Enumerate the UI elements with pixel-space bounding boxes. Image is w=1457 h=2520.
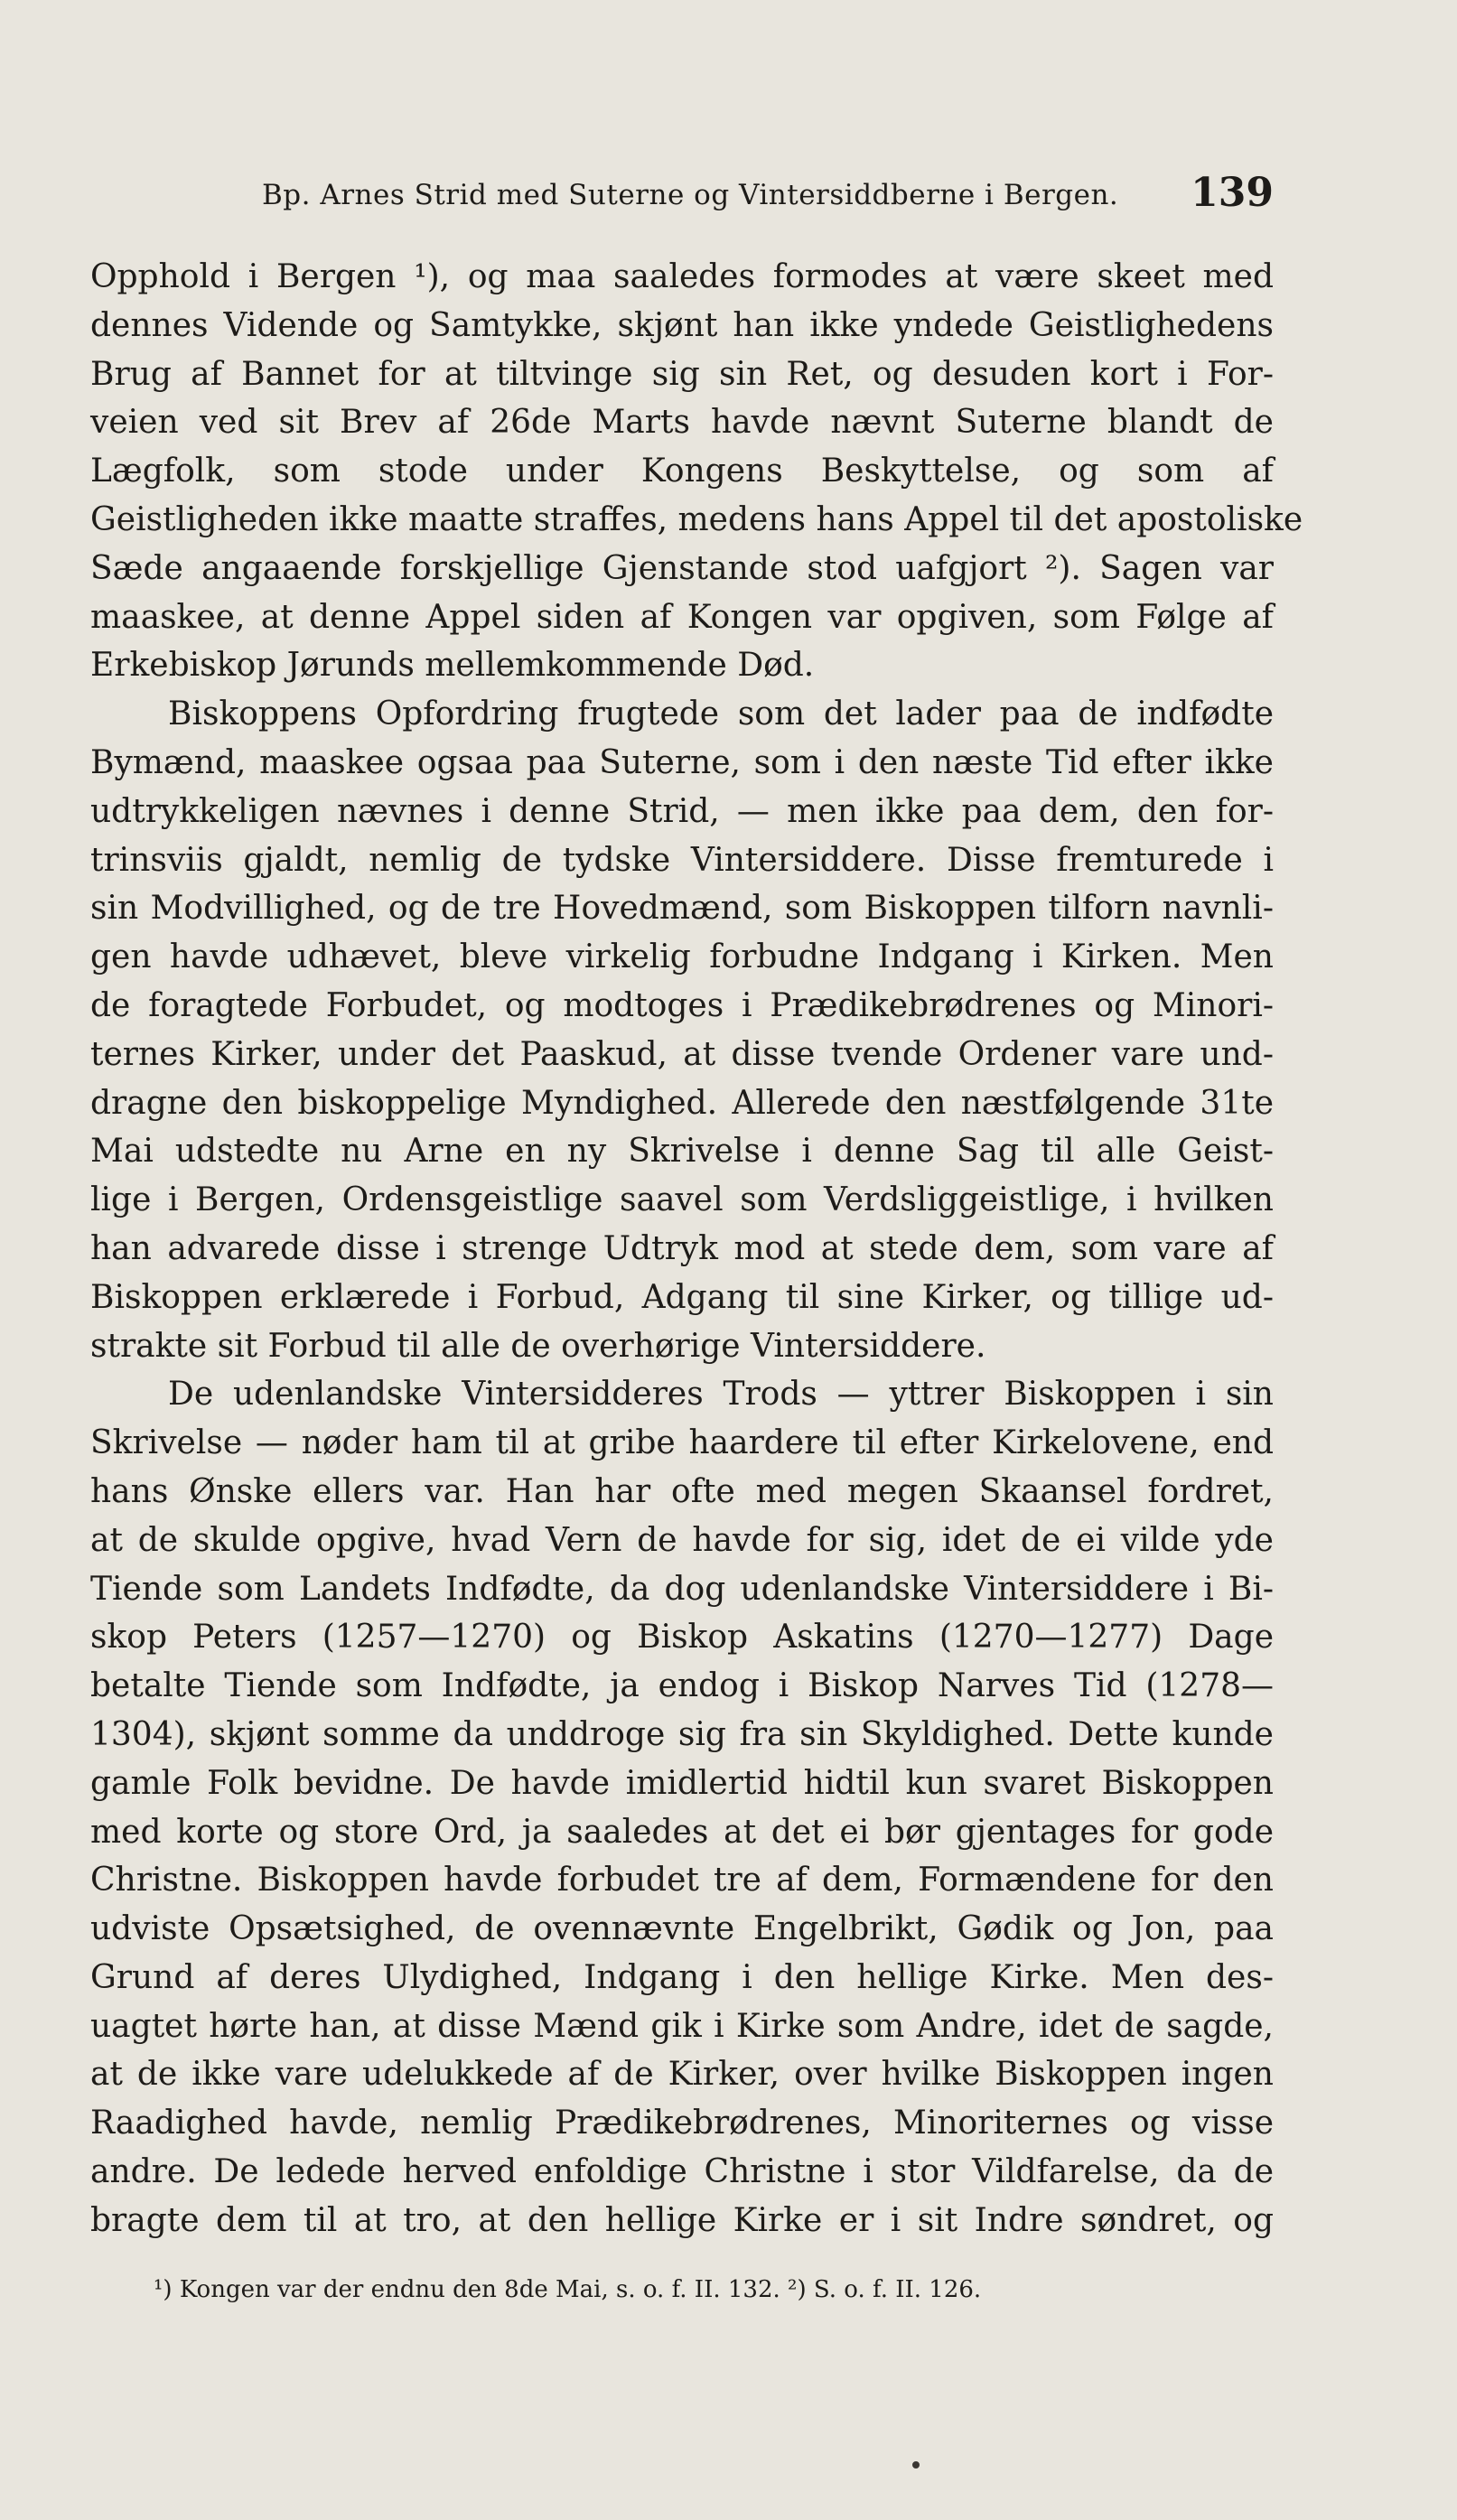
text-line: andre. De ledede herved enfoldige Christne i stor Vildfarelse, da de [90, 2153, 1274, 2191]
text-line: Raadighed havde, nemlig Prædikebrødrenes, Minoriternes og visse [90, 2105, 1274, 2142]
text-line: med korte og store Ord, ja saaledes at det ei bør gjentages for gode [90, 1813, 1274, 1851]
text-line: hans Ønske ellers var. Han har ofte med megen Skaansel fordret, [90, 1472, 1274, 1510]
text-line: De udenlandske Vintersidderes Trods — yttrer Biskoppen i sin [168, 1376, 1274, 1414]
text-line: Geistligheden ikke maatte straffes, medens hans Appel til det apostoliske [90, 500, 1303, 538]
text-line: maaskee, at denne Appel siden af Kongen var opgiven, som Følge af [90, 598, 1274, 636]
text-line: 1304), skjønt somme da unddroge sig fra sin Skyldighed. Dette kunde [90, 1715, 1274, 1753]
text-line: Christne. Biskoppen havde forbudet tre af dem, Formændene for den [90, 1862, 1274, 1899]
text-line: strakte sit Forbud til alle de overhørige Vintersiddere. [90, 1327, 986, 1365]
text-line: at de skulde opgive, hvad Vern de havde for sig, idet de ei vilde yde [90, 1521, 1274, 1559]
text-line: Bymænd, maaskee ogsaa paa Suterne, som i den næste Tid efter ikke [90, 743, 1274, 781]
footnotes: ¹) Kongen var der endnu den 8de Mai, s. o. f. II. 132. ²) S. o. f. II. 126. [154, 2276, 982, 2303]
text-line: sin Modvillighed, og de tre Hovedmænd, som Biskoppen tilforn navnli- [90, 890, 1274, 928]
text-line: Biskoppens Opfordring frugtede som det lader paa de indfødte [168, 695, 1274, 733]
text-line: udtrykkeligen nævnes i denne Strid, — men ikke paa dem, den for- [90, 792, 1274, 830]
text-line: Mai udstedte nu Arne en ny Skrivelse i denne Sag til alle Geist- [90, 1133, 1274, 1171]
text-line: lige i Bergen, Ordensgeistlige saavel som Verdsliggeistlige, i hvilken [90, 1181, 1274, 1219]
text-line: Lægfolk, som stode under Kongens Beskyttelse, og som af [90, 453, 1274, 490]
text-line: gamle Folk bevidne. De havde imidlertid hidtil kun svaret Biskoppen [90, 1764, 1274, 1802]
paragraph [90, 253, 1303, 690]
text-line: dragne den biskoppelige Myndighed. Allerede den næstfølgende 31te [90, 1084, 1274, 1122]
page-header [262, 170, 1274, 224]
text-line: Biskoppen erklærede i Forbud, Adgang til sine Kirker, og tillige ud- [90, 1278, 1274, 1316]
text-line: Erkebiskop Jørunds mellemkommende Død. [90, 647, 815, 685]
text-line: bragte dem til at tro, at den hellige Kirke er i sit Indre søndret, og [90, 2201, 1274, 2239]
text-line: skop Peters (1257—1270) og Biskop Askatins (1270—1277) Dage [90, 1619, 1274, 1657]
text-line: veien ved sit Brev af 26de Marts havde nævnt Suterne blandt de [90, 404, 1274, 442]
text-line: Opphold i Bergen ¹), og maa saaledes formodes at være skeet med [90, 258, 1274, 295]
text-line: Brug af Bannet for at tiltvinge sig sin Ret, og desuden kort i For- [90, 355, 1274, 393]
text-line: gen havde udhævet, bleve virkelig forbudne Indgang i Kirken. Men [90, 938, 1274, 976]
paragraph [90, 690, 1274, 1370]
ink-speck [912, 2461, 920, 2469]
running-title: Bp. Arnes Strid med Suterne og Vintersiddberne i Bergen. [262, 179, 1119, 211]
text-line: han advarede disse i strenge Udtryk mod at stede dem, som vare af [90, 1229, 1274, 1267]
text-line: Sæde angaaende forskjellige Gjenstande stod uafgjort ²). Sagen var [90, 549, 1274, 587]
text-line: Skrivelse — nøder ham til at gribe haardere til efter Kirkelovene, end [90, 1424, 1274, 1462]
text-line: betalte Tiende som Indfødte, ja endog i Biskop Narves Tid (1278— [90, 1667, 1274, 1705]
text-line: uagtet hørte han, at disse Mænd gik i Kirke som Andre, idet de sagde, [90, 2007, 1274, 2045]
text-line: dennes Vidende og Samtykke, skjønt han ikke yndede Geistlighedens [90, 306, 1274, 344]
page-number: 139 [1191, 170, 1274, 216]
text-line: ternes Kirker, under det Paaskud, at disse tvende Ordener vare und- [90, 1035, 1274, 1073]
text-line: Grund af deres Ulydighed, Indgang i den hellige Kirke. Men des- [90, 1958, 1274, 1996]
text-line: Tiende som Landets Indfødte, da dog udenlandske Vintersiddere i Bi- [90, 1570, 1274, 1608]
text-line: at de ikke vare udelukkede af de Kirker, over hvilke Biskoppen ingen [90, 2056, 1274, 2094]
text-line: de foragtede Forbudet, og modtoges i Prædikebrødrenes og Minori- [90, 986, 1274, 1024]
paragraph [90, 1370, 1274, 2245]
text-line: trinsviis gjaldt, nemlig de tydske Vintersiddere. Disse fremturede i [90, 841, 1274, 879]
body-text [90, 253, 1303, 2245]
text-line: udviste Opsætsighed, de ovennævnte Engelbrikt, Gødik og Jon, paa [90, 1910, 1274, 1948]
